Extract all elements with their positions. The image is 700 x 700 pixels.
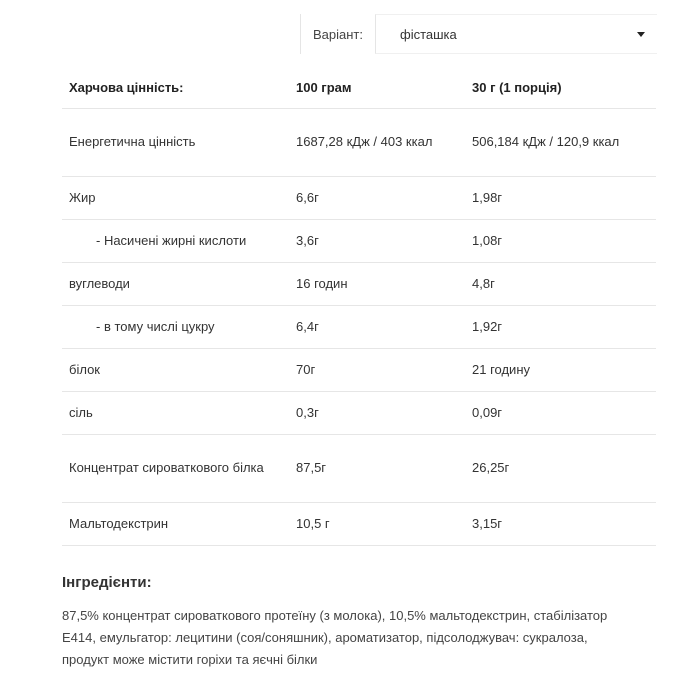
nutrient-name: вуглеводи: [62, 262, 296, 305]
header-per-100g: 100 грам: [296, 68, 472, 108]
nutrient-per-serving: 1,08г: [472, 219, 656, 262]
nutrient-name: - в тому числі цукру: [62, 305, 296, 348]
nutrient-name: Жир: [62, 176, 296, 219]
nutrient-per-100g: 10,5 г: [296, 502, 472, 545]
table-row: [62, 219, 656, 262]
nutrient-per-100g: 70г: [296, 348, 472, 391]
nutrient-per-100g: 87,5г: [296, 434, 472, 502]
nutrient-per-serving: 21 годину: [472, 348, 656, 391]
nutrient-per-serving: 26,25г: [472, 434, 656, 502]
table-row: [62, 176, 656, 219]
nutrient-name: Концентрат сироваткового білка: [62, 434, 296, 502]
nutrient-per-serving: 4,8г: [472, 262, 656, 305]
nutrient-per-100g: 6,6г: [296, 176, 472, 219]
ingredients-text: 87,5% концентрат сироваткового протеїну (з молока), 10,5% мальтодекстрин, стабілізатор Е414, емульгатор: лецитини (соя/соняшник), ароматизатор, підсолоджувач: сукралоза, продукт може містити горіхи та яєчні білки: [62, 608, 608, 667]
ingredients-title: Інгредієнти:: [62, 574, 152, 591]
nutrient-name: Енергетична цінність: [62, 108, 296, 176]
table-row: [62, 348, 656, 391]
variant-select[interactable]: [375, 14, 657, 54]
header-nutrition-value: Харчова цінність:: [62, 68, 296, 108]
nutrient-name: Мальтодекстрин: [62, 502, 296, 545]
nutrient-name: - Насичені жирні кислоти: [62, 219, 296, 262]
variant-selector-row: [300, 14, 656, 54]
header-per-serving: 30 г (1 порція): [472, 68, 656, 108]
table-row: [62, 305, 656, 348]
nutrient-per-serving: 506,184 кДж / 120,9 ккал: [472, 108, 656, 176]
nutrition-table: [62, 68, 656, 546]
nutrient-name: сіль: [62, 391, 296, 434]
table-row: [62, 108, 656, 176]
nutrient-per-100g: 6,4г: [296, 305, 472, 348]
chevron-down-icon: [637, 32, 645, 37]
nutrient-per-serving: 1,92г: [472, 305, 656, 348]
table-row: [62, 434, 656, 502]
variant-label: Варіант:: [313, 26, 363, 42]
variant-selected-value: фісташка: [400, 26, 457, 42]
nutrient-per-100g: 3,6г: [296, 219, 472, 262]
nutrient-per-100g: 1687,28 кДж / 403 ккал: [296, 108, 472, 176]
table-row: [62, 262, 656, 305]
table-row: [62, 391, 656, 434]
table-header-row: [62, 68, 656, 108]
nutrient-per-100g: 0,3г: [296, 391, 472, 434]
nutrient-per-serving: 3,15г: [472, 502, 656, 545]
nutrient-name: білок: [62, 348, 296, 391]
table-row: [62, 502, 656, 545]
nutrient-per-serving: 0,09г: [472, 391, 656, 434]
nutrient-per-serving: 1,98г: [472, 176, 656, 219]
nutrient-per-100g: 16 годин: [296, 262, 472, 305]
